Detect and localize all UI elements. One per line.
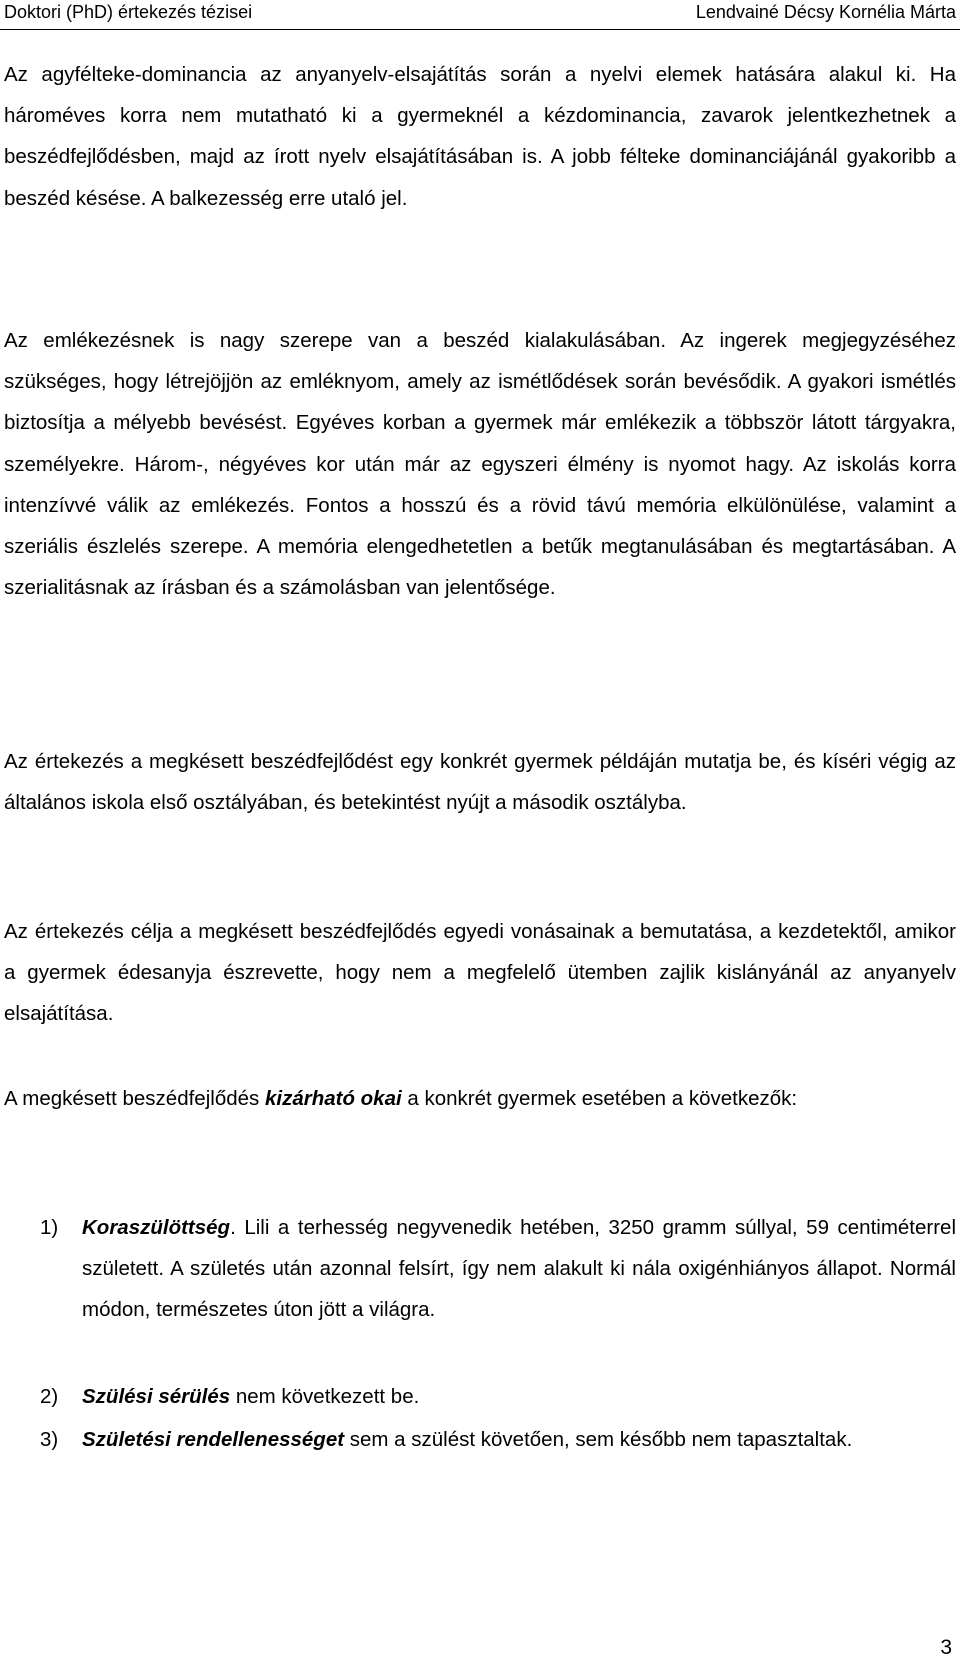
header-thesis-title: Doktori (PhD) értekezés tézisei — [4, 2, 253, 22]
list-item-body — [82, 1207, 956, 1331]
causes-intro-emphasis: kizárható okai — [264, 1087, 402, 1110]
list-item-emphasis: Koraszülöttség — [82, 1216, 231, 1239]
list-item-text: sem a szülést követően, sem később nem tapasztaltak. — [344, 1428, 853, 1451]
paragraph-thesis-scope: Az értekezés a megkésett beszédfejlődést egy konkrét gyermek példáján mutatja be, és kíséri végig az általános iskola első osztályában, és betekintést nyújt a második osztályba. — [4, 750, 956, 815]
list-item-text: . Lili a terhesség negyvenedik hetében, 3250 gramm súllyal, 59 centiméterrel született. A születés után azonnal felsírt, így nem alakult ki nála oxigénhiányos állapot. Normál módon, természetes úton jött a világra. — [82, 1216, 956, 1322]
paragraph-causes-intro — [4, 1078, 956, 1119]
list-item-body — [82, 1376, 956, 1417]
list-item-number: 1) — [40, 1216, 59, 1239]
list-item-text: nem következett be. — [230, 1385, 420, 1408]
list-item — [4, 1207, 956, 1331]
causes-intro-before: A megkésett beszédfejlődés — [4, 1087, 265, 1110]
list-item-number: 2) — [40, 1385, 59, 1408]
paragraph-memory: Az emlékezésnek is nagy szerepe van a beszéd kialakulásában. Az ingerek megjegyzéséhez szükséges, hogy létrejöjjön az emléknyom, amely az ismétlődések során bevésődik. A gyakori ismétlés biztosítja a mélyebb bevésést. Egyéves korban a gyermek már emlékezik a többször látott tárgyakra, személyekre. Három-, négyéves kor után már az egyszeri élmény is nyomot hagy. Az iskolás korra intenzívvé válik az emlékezés. Fontos a hosszú és a rövid távú memória elkülönülése, valamint a szeriális észlelés szerepe. A memória elengedhetetlen a betűk megtanulásában és megtartásában. A szerialitásnak az írásban és a számolásban van jelentősége. — [4, 329, 956, 600]
list-item-emphasis: Szülési sérülés — [82, 1385, 231, 1408]
running-header — [0, 0, 960, 30]
page-number: 3 — [940, 1636, 952, 1659]
paragraph-thesis-aim: Az értekezés célja a megkésett beszédfejlődés egyedi vonásainak a bemutatása, a kezdetektől, amikor a gyermek édesanyja észrevette, hogy nem a megfelelő ütemben zajlik kislányánál az anyanyelv elsajátítása. — [4, 920, 956, 1026]
list-item — [4, 1419, 956, 1460]
list-item-emphasis: Születési rendellenességet — [82, 1428, 345, 1451]
causes-intro-after: a konkrét gyermek esetében a következők: — [401, 1087, 798, 1110]
list-item-body — [82, 1419, 956, 1460]
header-author-name: Lendvainé Décsy Kornélia Márta — [695, 2, 956, 22]
paragraph-hemisphere-dominance: Az agyfélteke-dominancia az anyanyelv-elsajátítás során a nyelvi elemek hatására alakul ki. Ha hároméves korra nem mutatható ki a gyermeknél a kézdominancia, zavarok jelentkezhetnek a beszédfejlődésben, majd az írott nyelv elsajátításában is. A jobb félteke dominanciájánál gyakoribb a beszéd késése. A balkezesség erre utaló jel. — [4, 63, 956, 210]
list-item — [4, 1376, 956, 1417]
list-item-number: 3) — [40, 1428, 59, 1451]
